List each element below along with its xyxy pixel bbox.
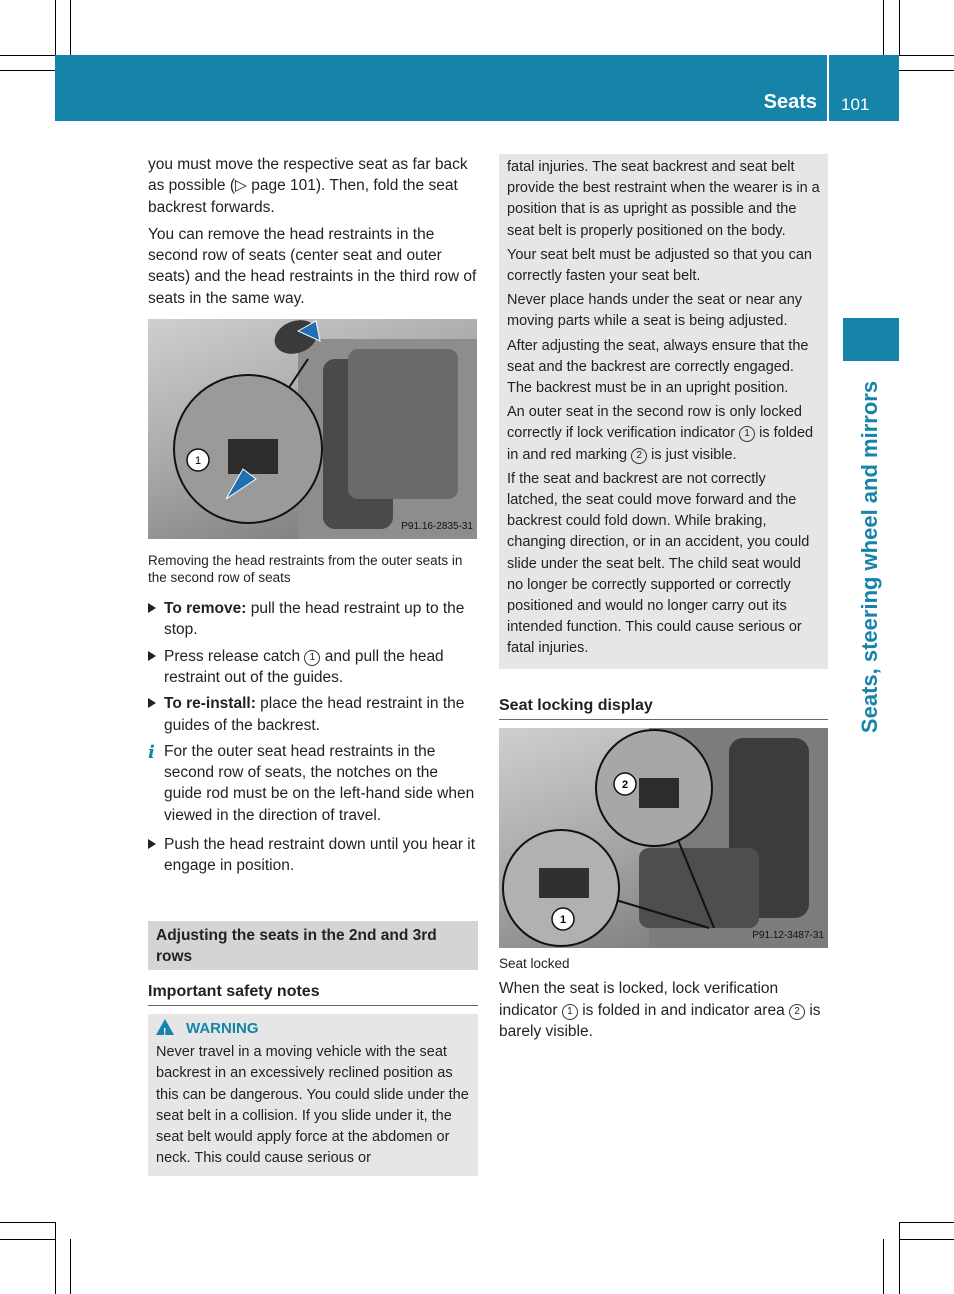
crop-mark: [899, 1239, 954, 1240]
figure-reference: P91.16-2835-31: [401, 520, 473, 532]
crop-mark: [55, 1222, 56, 1294]
callout-marker: 1: [304, 650, 320, 666]
bullet-arrow-icon: [148, 603, 156, 613]
figure-marker: 2: [621, 778, 629, 791]
crop-mark: [0, 70, 55, 71]
info-icon: i: [148, 741, 155, 763]
step-item: Press release catch 1 and pull the head restraint out of the guides.: [148, 646, 478, 689]
paragraph: When the seat is locked, lock verification indicator 1 is folded in and indicator area 2 is barely visible.: [499, 980, 821, 1041]
crop-mark: [70, 0, 71, 55]
crop-mark: [899, 70, 954, 71]
header-divider: [827, 55, 829, 121]
subheading: Important safety notes: [148, 981, 478, 1006]
warning-text: Never travel in a moving vehicle with the seat backrest in an excessively reclined position as this can be dangerous. You could slide under the seat belt in a collision. If you slide under it, the seat belt would apply force at the abdomen or neck. This could cause serious or: [156, 1044, 469, 1167]
callout-marker: 2: [789, 1004, 805, 1020]
step-item: To remove: pull the head restraint up to the stop.: [148, 598, 478, 641]
chapter-label: Seats, steering wheel and mirrors: [857, 380, 882, 734]
head-restraint-figure: [148, 319, 477, 539]
seat-lock-figure: [499, 728, 828, 948]
step-item: To re-install: place the head restraint in the guides of the backrest.: [148, 693, 478, 736]
right-column: [499, 154, 828, 1048]
figure-illustration: [148, 319, 477, 539]
paragraph: you must move the respective seat as far back as possible (▷ page 101). Then, fold the seat backrest forwards.: [148, 156, 468, 216]
crop-mark: [899, 55, 954, 56]
bullet-arrow-icon: [148, 839, 156, 849]
crop-mark: [55, 0, 56, 55]
subheading: Seat locking display: [499, 695, 828, 720]
callout-marker: 1: [562, 1004, 578, 1020]
page-number: 101: [841, 95, 870, 114]
info-note: i For the outer seat head restraints in the second row of seats, the notches on the guide rod must be on the left-hand side when viewed in the direction of travel.: [148, 741, 475, 824]
figure-marker: 1: [194, 455, 202, 468]
warning-header: !WARNING: [156, 1018, 470, 1039]
figure-marker: 1: [559, 913, 567, 926]
crop-mark: [899, 0, 900, 55]
section-title: Seats: [763, 91, 817, 113]
callout-marker: 2: [631, 448, 647, 464]
crop-mark: [899, 1222, 900, 1294]
crop-mark: [0, 1239, 55, 1240]
figure-caption: Removing the head restraints from the outer seats in the second row of seats: [148, 553, 463, 585]
warning-box-continued: fatal injuries. The seat backrest and seat belt provide the best restraint when the wearer is in a position that is as upright as possible and the seat belt is properly positioned on the body. Your seat belt must be adjusted so that you can correctly fasten your seat belt. Never place hands under the seat or near any moving parts while a seat is being adjusted. After adjusting the seat, always ensure that the seat and the backrest are correctly engaged. The backrest must be in an upright position. An outer seat in the second row is only locked correctly if lock verification indicator 1 is folded in and red marking 2 is just visible. If the seat and backrest are not correctly latched, the seat could move forward and the backrest could fold down. While braking, changing direction, or in an accident, you could slide under the seat belt. The child seat would no longer be correctly supported or correctly positioned and would no longer carry out its intended function. This could cause serious or fatal injuries.: [499, 154, 828, 669]
crop-mark: [70, 1239, 71, 1294]
crop-mark: [0, 1222, 55, 1223]
bullet-arrow-icon: [148, 651, 156, 661]
figure-illustration: [499, 728, 828, 948]
bullet-arrow-icon: [148, 698, 156, 708]
section-heading: Adjusting the seats in the 2nd and 3rd rows: [148, 921, 478, 970]
step-item: Push the head restraint down until you hear it engage in position.: [148, 834, 478, 877]
crop-mark: [883, 0, 884, 55]
warning-box: [148, 1014, 478, 1176]
paragraph: You can remove the head restraints in the second row of seats (center seat and outer seats) and the head restraints in the third row of seats in the same way.: [148, 225, 477, 307]
figure-caption: Seat locked: [499, 955, 570, 971]
left-column: [148, 154, 478, 1176]
callout-marker: 1: [739, 426, 755, 442]
crop-mark: [0, 55, 55, 56]
figure-reference: P91.12-3487-31: [752, 929, 824, 941]
chapter-tab: [843, 318, 899, 361]
crop-mark: [899, 1222, 954, 1223]
crop-mark: [883, 1239, 884, 1294]
page-header: [55, 55, 899, 121]
warning-triangle-icon: [156, 1019, 174, 1035]
